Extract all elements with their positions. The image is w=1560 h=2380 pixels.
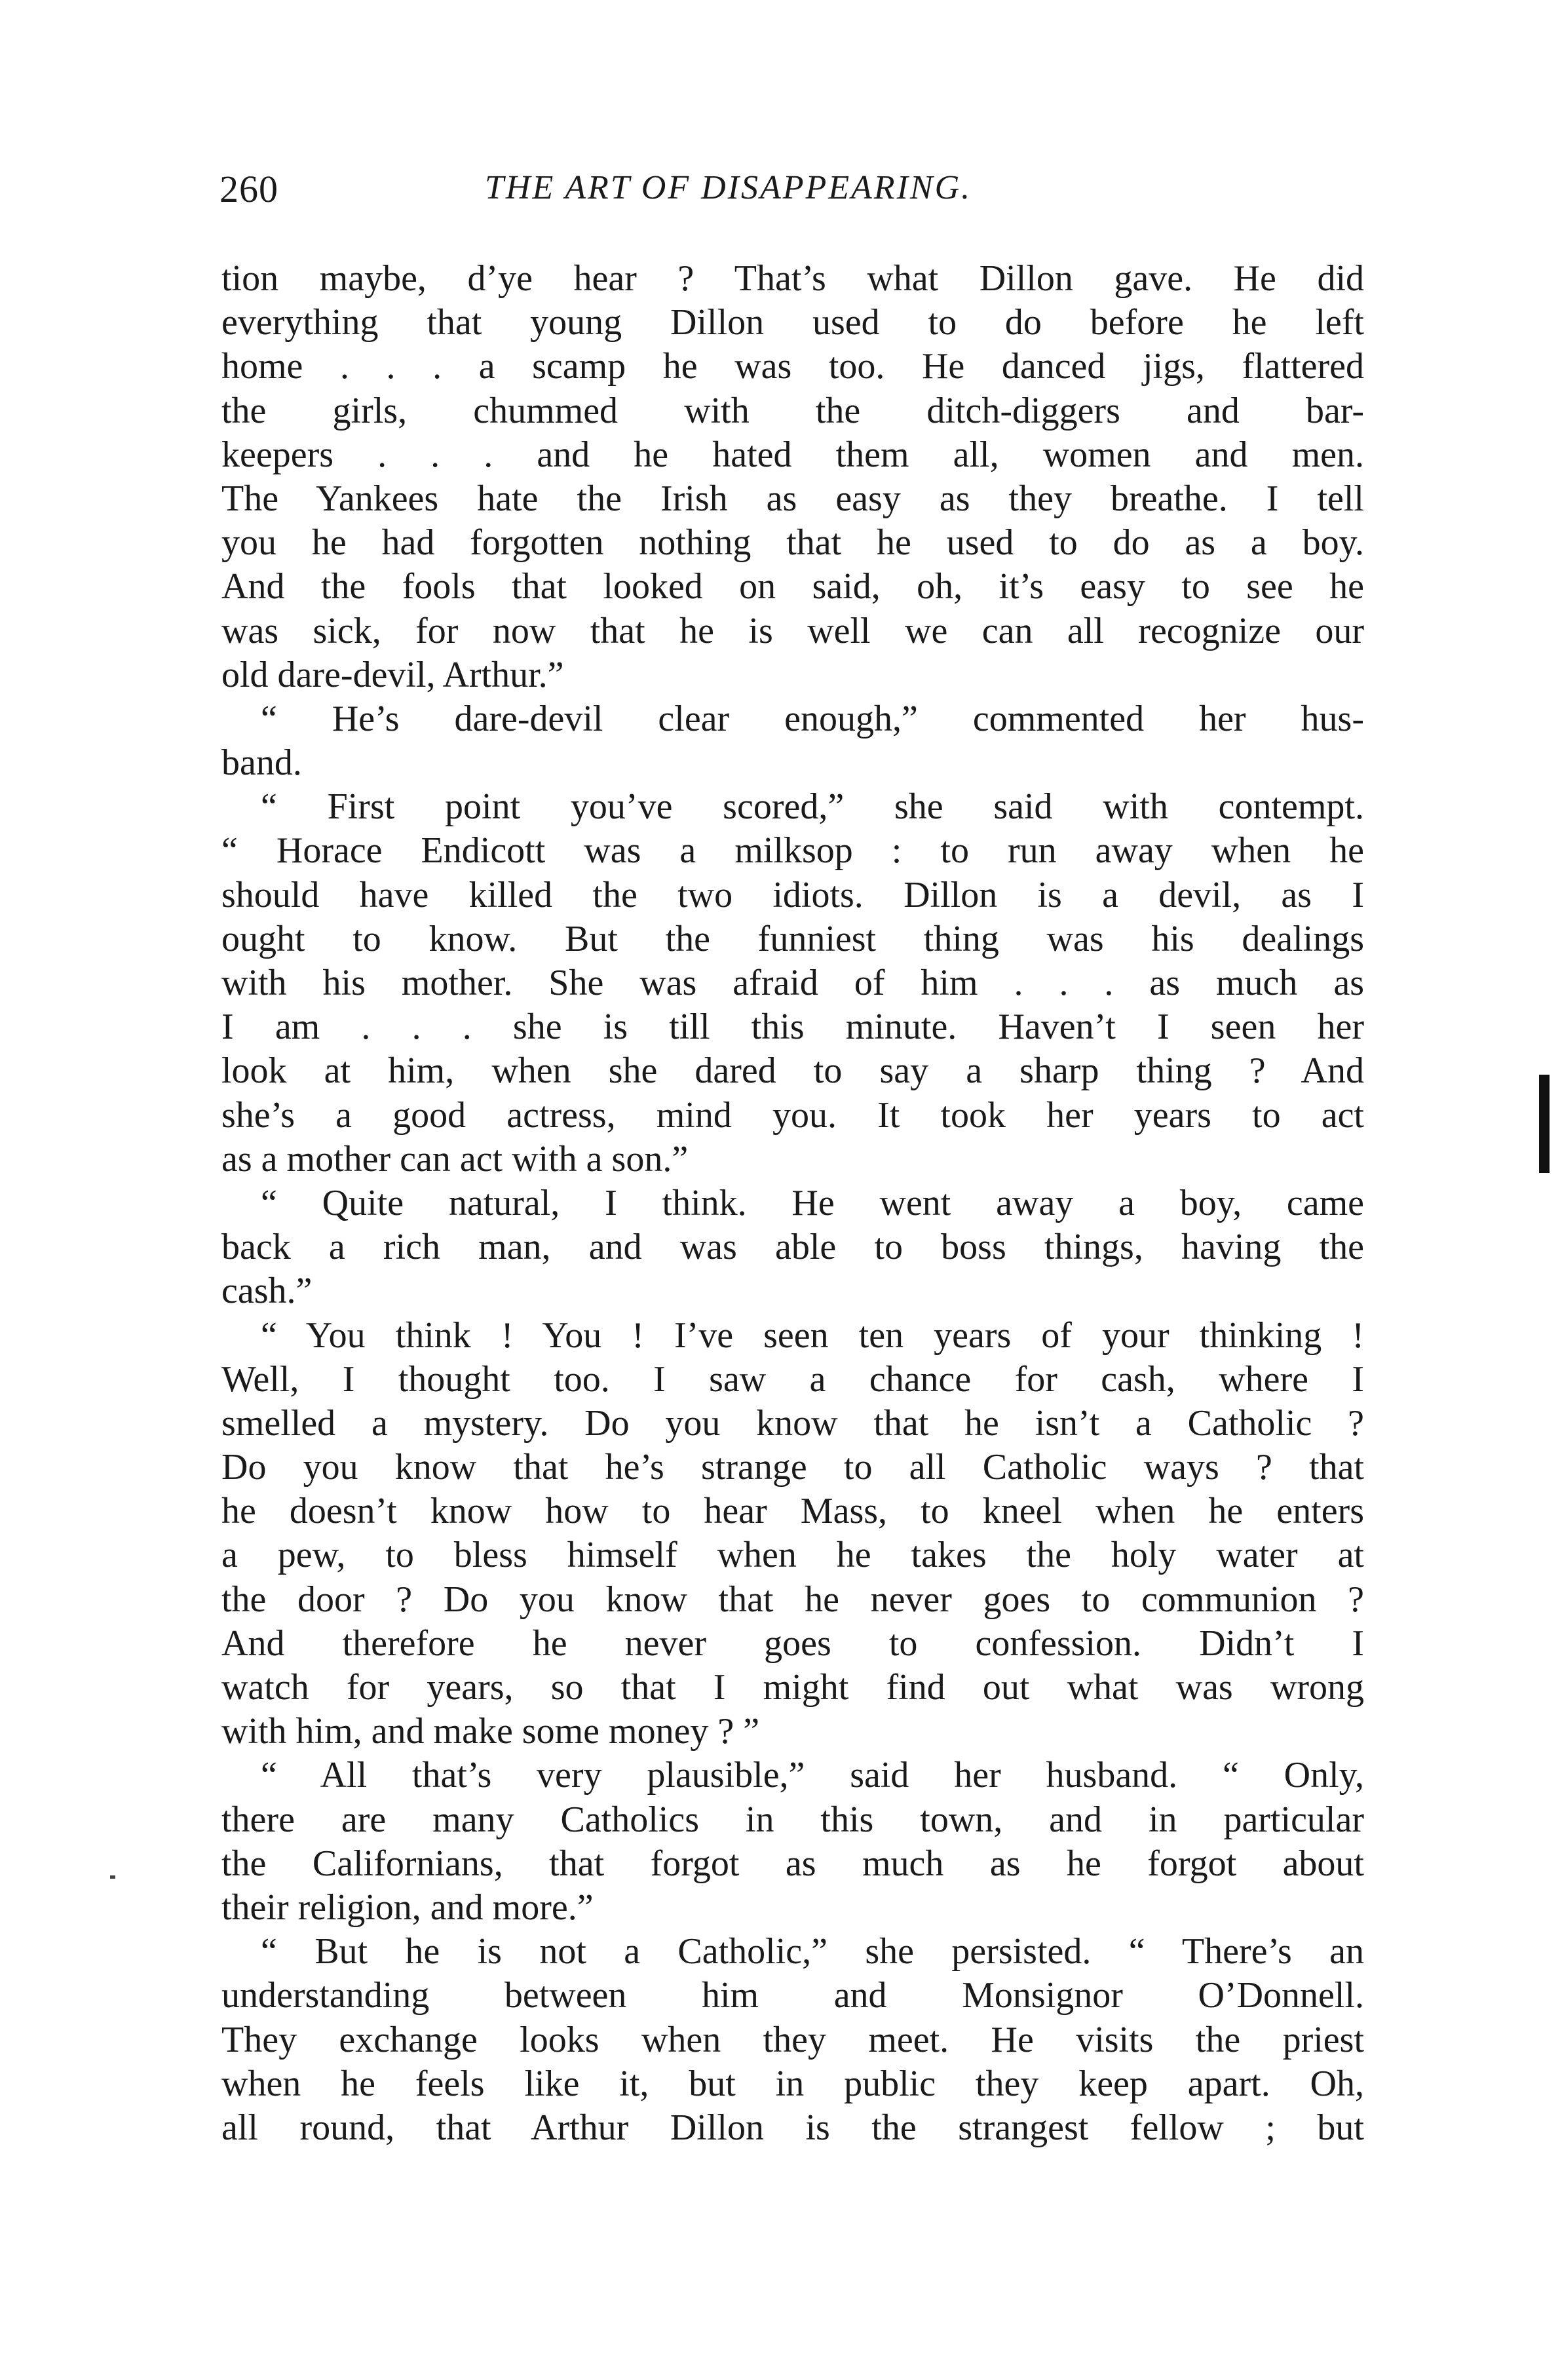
text-line: Well, I thought too. I saw a chance for cash, where I <box>221 1358 1364 1400</box>
text-line: look at him, when she dared to say a sharp thing ? And <box>221 1050 1364 1092</box>
text-line: cash.” <box>221 1271 313 1312</box>
text-line: the girls, chummed with the ditch-diggers and bar- <box>221 390 1364 431</box>
text-line: everything that young Dillon used to do before he left <box>221 302 1364 343</box>
running-title: THE ART OF DISAPPEARING. <box>485 169 972 206</box>
margin-scan-mark <box>1539 1075 1550 1173</box>
text-line: you he had forgotten nothing that he used to do as a boy. <box>221 522 1364 564</box>
text-line: “ All that’s very plausible,” said her husband. “ Only, <box>261 1755 1364 1796</box>
text-line: with him, and make some money ? ” <box>221 1711 760 1752</box>
text-line: home . . . a scamp he was too. He danced jigs, flattered <box>221 346 1364 387</box>
text-line: And therefore he never goes to confession. Didn’t I <box>221 1622 1364 1664</box>
text-line: “ First point you’ve scored,” she said with contempt. <box>261 786 1364 828</box>
text-line: with his mother. She was afraid of him . . . as much as <box>221 963 1364 1003</box>
text-line: “ Quite natural, I think. He went away a boy, came <box>261 1182 1364 1223</box>
text-line: “ Horace Endicott was a milksop : to run away when he <box>221 830 1364 872</box>
text-line: tion maybe, d’ye hear ? That’s what Dillon gave. He did <box>221 258 1364 299</box>
text-line: when he feels like it, but in public they keep apart. Oh, <box>221 2063 1364 2104</box>
margin-speck <box>110 1875 115 1879</box>
text-line: “ He’s dare-devil clear enough,” commented her hus- <box>261 698 1364 739</box>
text-line: was sick, for now that he is well we can all recognize our <box>221 610 1364 651</box>
text-line: “ You think ! You ! I’ve seen ten years of your thinking ! <box>261 1315 1364 1356</box>
page-number: 260 <box>219 168 278 210</box>
text-line: understanding between him and Monsignor O’Donnell. <box>221 1975 1364 2016</box>
text-line: old dare-devil, Arthur.” <box>221 654 564 695</box>
text-line: And the fools that looked on said, oh, it’s easy to see he <box>221 566 1364 607</box>
text-line: back a rich man, and was able to boss things, having the <box>221 1227 1364 1268</box>
text-line: watch for years, so that I might find out what was wrong <box>221 1667 1364 1708</box>
body-text <box>221 257 1364 2150</box>
text-line: The Yankees hate the Irish as easy as they breathe. I tell <box>221 478 1364 519</box>
text-line: the Californians, that forgot as much as he forgot about <box>221 1843 1364 1884</box>
text-line: the door ? Do you know that he never goes to communion ? <box>221 1579 1364 1620</box>
text-line: as a mother can act with a son.” <box>221 1138 689 1180</box>
text-line: he doesn’t know how to hear Mass, to kneel when he enters <box>221 1491 1364 1532</box>
text-line: a pew, to bless himself when he takes the holy water at <box>221 1535 1364 1576</box>
text-line: should have killed the two idiots. Dillon is a devil, as I <box>221 874 1364 915</box>
text-line: Do you know that he’s strange to all Catholic ways ? that <box>221 1447 1364 1488</box>
text-line: keepers . . . and he hated them all, women and men. <box>221 434 1364 475</box>
text-line: “ But he is not a Catholic,” she persisted. “ There’s an <box>261 1931 1364 1972</box>
text-line: all round, that Arthur Dillon is the strangest fellow ; but <box>221 2107 1364 2148</box>
text-line: she’s a good actress, mind you. It took her years to act <box>221 1094 1364 1136</box>
text-line: band. <box>221 742 302 784</box>
text-line: I am . . . she is till this minute. Haven’t I seen her <box>221 1007 1364 1048</box>
page-header <box>219 167 1366 220</box>
text-line: their religion, and more.” <box>221 1887 594 1928</box>
text-line: there are many Catholics in this town, and in particular <box>221 1799 1364 1840</box>
text-line: They exchange looks when they meet. He visits the priest <box>221 2019 1364 2060</box>
text-line: smelled a mystery. Do you know that he isn’t a Catholic ? <box>221 1402 1364 1444</box>
text-line: ought to know. But the funniest thing was his dealings <box>221 918 1364 959</box>
